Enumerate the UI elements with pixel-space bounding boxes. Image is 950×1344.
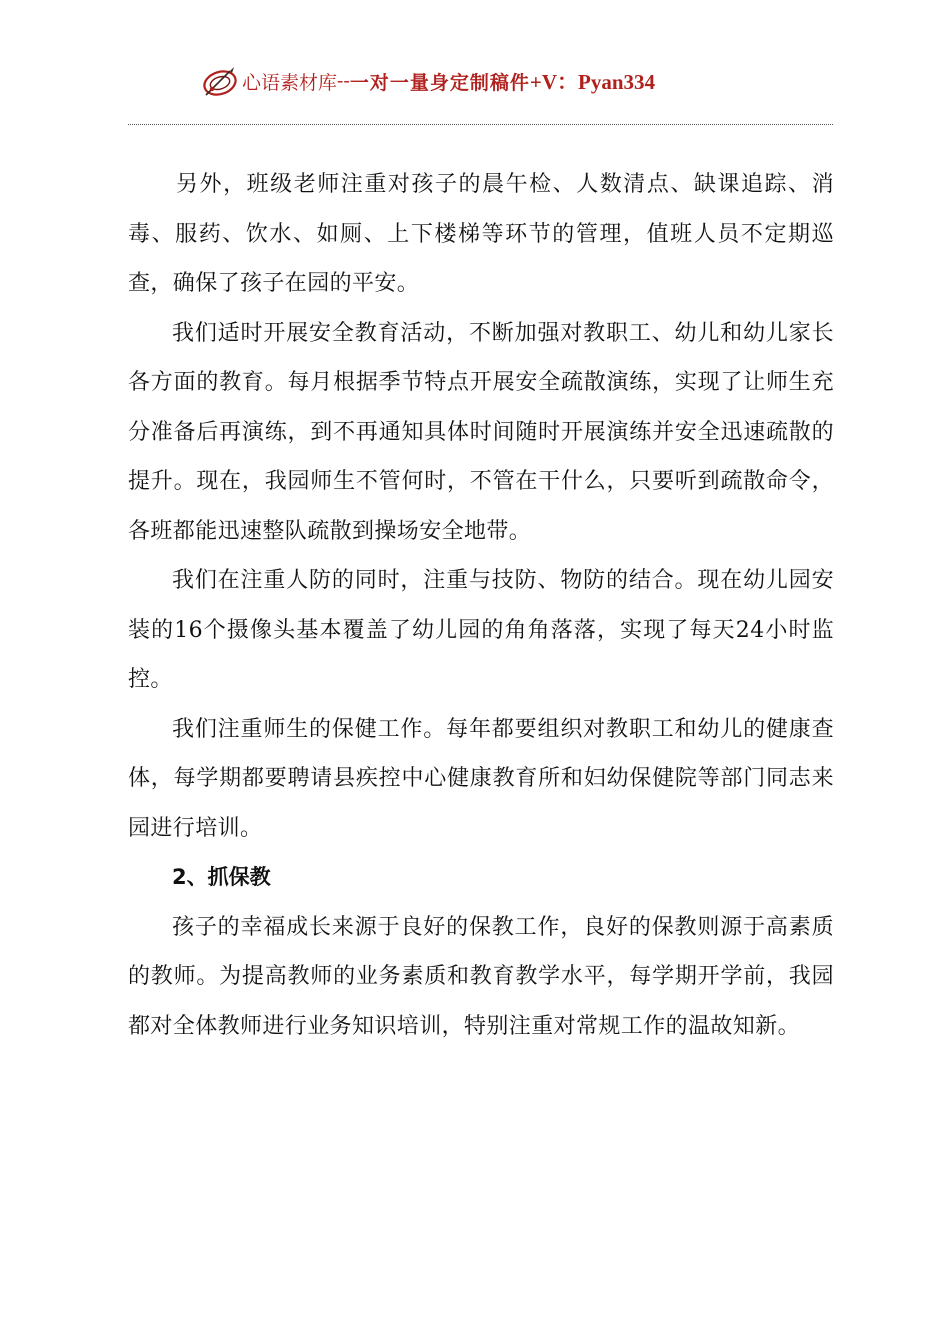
brand-logo-icon <box>200 61 240 101</box>
page-header <box>200 58 760 104</box>
header-brand: 心语素材库 <box>242 71 338 94</box>
paragraph-health-care: 我们注重师生的保健工作。每年都要组织对教职工和幼儿的健康查体，每学期都要聘请县疾控中心健康教育所和妇幼保健院等部门同志来园进行培训。 <box>128 716 834 841</box>
header-contact: +V：Pyan334 <box>529 70 656 94</box>
section-heading: 2、抓保教 <box>172 865 271 889</box>
brand-logo-svg <box>200 61 240 101</box>
paragraph-teacher-training: 孩子的幸福成长来源于良好的保教工作，良好的保教则源于高素质的教师。为提高教师的业务素质和教育教学水平，每学期开学前，我园都对全体教师进行业务知识培训，特别注重对常规工作的温故知新。 <box>128 914 834 1039</box>
paragraph-safety-education: 我们适时开展安全教育活动，不断加强对教职工、幼儿和幼儿家长各方面的教育。每月根据季节特点开展安全疏散演练，实现了让师生充分准备后再演练，到不再通知具体时间随时开展演练并安全迅速疏散的提升。现在，我园师生不管何时，不管在干什么，只要听到疏散命令，各班都能迅速整队疏散到操场安全地带。 <box>128 320 834 544</box>
header-divider <box>128 124 833 125</box>
header-slogan: 一对一量身定制稿件 <box>349 71 530 94</box>
paragraph-surveillance: 我们在注重人防的同时，注重与技防、物防的结合。现在幼儿园安装的16个摄像头基本覆盖了幼儿园的角角落落，实现了每天24小时监控。 <box>128 568 834 692</box>
document-body <box>128 160 834 1051</box>
paragraph-safety-checks: 另外，班级老师注重对孩子的晨午检、人数清点、缺课追踪、消毒、服药、饮水、如厕、上下楼梯等环节的管理，值班人员不定期巡查，确保了孩子在园的平安。 <box>128 172 834 296</box>
header-separator: -- <box>337 70 350 92</box>
